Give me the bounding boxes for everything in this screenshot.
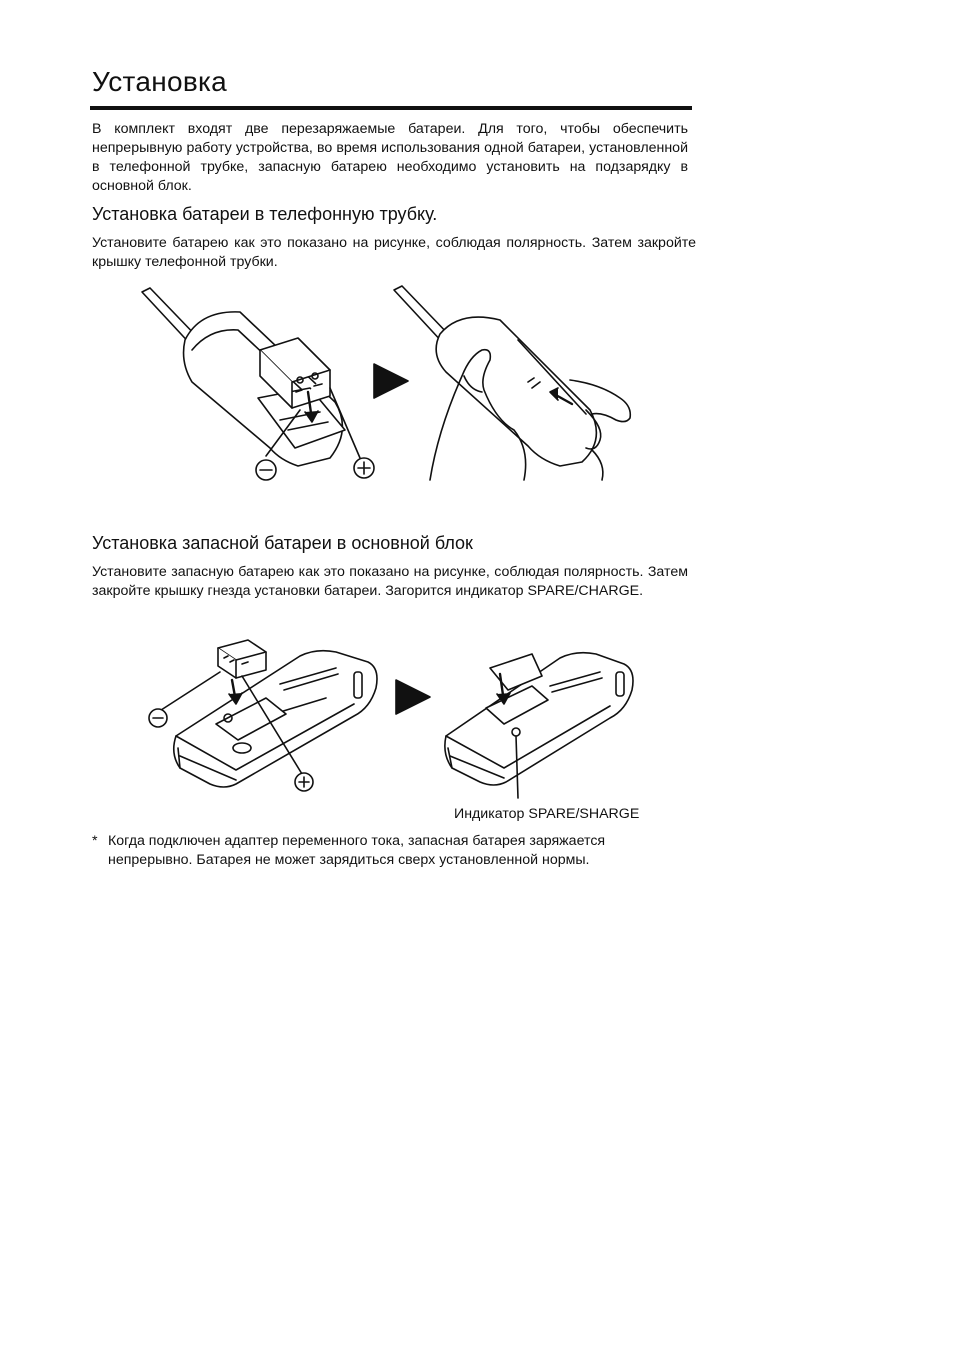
handset-open-illustration — [142, 288, 374, 480]
intro-paragraph: В комплект входят две перезаряжаемые батареи. Для того, чтобы обеспечить непрерывную работу устройства, во время использования одной батареи, установленной в телефонной трубке, запасную батарею необходимо установить на подзарядку в основной блок. — [92, 121, 688, 194]
title-rule — [90, 106, 692, 110]
base-open-illustration — [149, 640, 377, 791]
footnote — [92, 832, 682, 870]
base-section-text: Установите запасную батарею как это показано на рисунке, соблюдая полярность. Затем закройте крышку гнезда установки батареи. Загорится индикатор SPARE/CHARGE. — [92, 564, 688, 599]
footnote-marker: * — [92, 833, 98, 849]
minus-polarity-icon — [149, 709, 167, 727]
handset-closed-illustration — [394, 286, 630, 480]
next-step-arrow-icon — [374, 364, 408, 398]
minus-polarity-icon — [256, 460, 276, 480]
handset-battery-figure — [130, 280, 650, 490]
plus-polarity-icon — [295, 773, 313, 791]
page-title: Установка — [92, 66, 228, 97]
handset-section-text: Установите батарею как это показано на рисунке, соблюдая полярность. Затем закройте крышку телефонной трубки. — [92, 235, 696, 270]
footnote-text: Когда подключен адаптер переменного тока, запасная батарея заряжается непрерывно. Батарея не может зарядиться сверх установленной нормы. — [108, 833, 606, 868]
next-step-arrow-icon — [396, 680, 430, 714]
base-battery-figure — [140, 628, 640, 800]
spare-charge-indicator-label: Индикатор SPARE/SHARGE — [454, 806, 640, 822]
base-closed-illustration — [445, 653, 633, 798]
plus-polarity-icon — [354, 458, 374, 478]
handset-section-heading: Установка батареи в телефонную трубку. — [92, 204, 438, 224]
base-section-heading: Установка запасной батареи в основной блок — [92, 533, 473, 553]
